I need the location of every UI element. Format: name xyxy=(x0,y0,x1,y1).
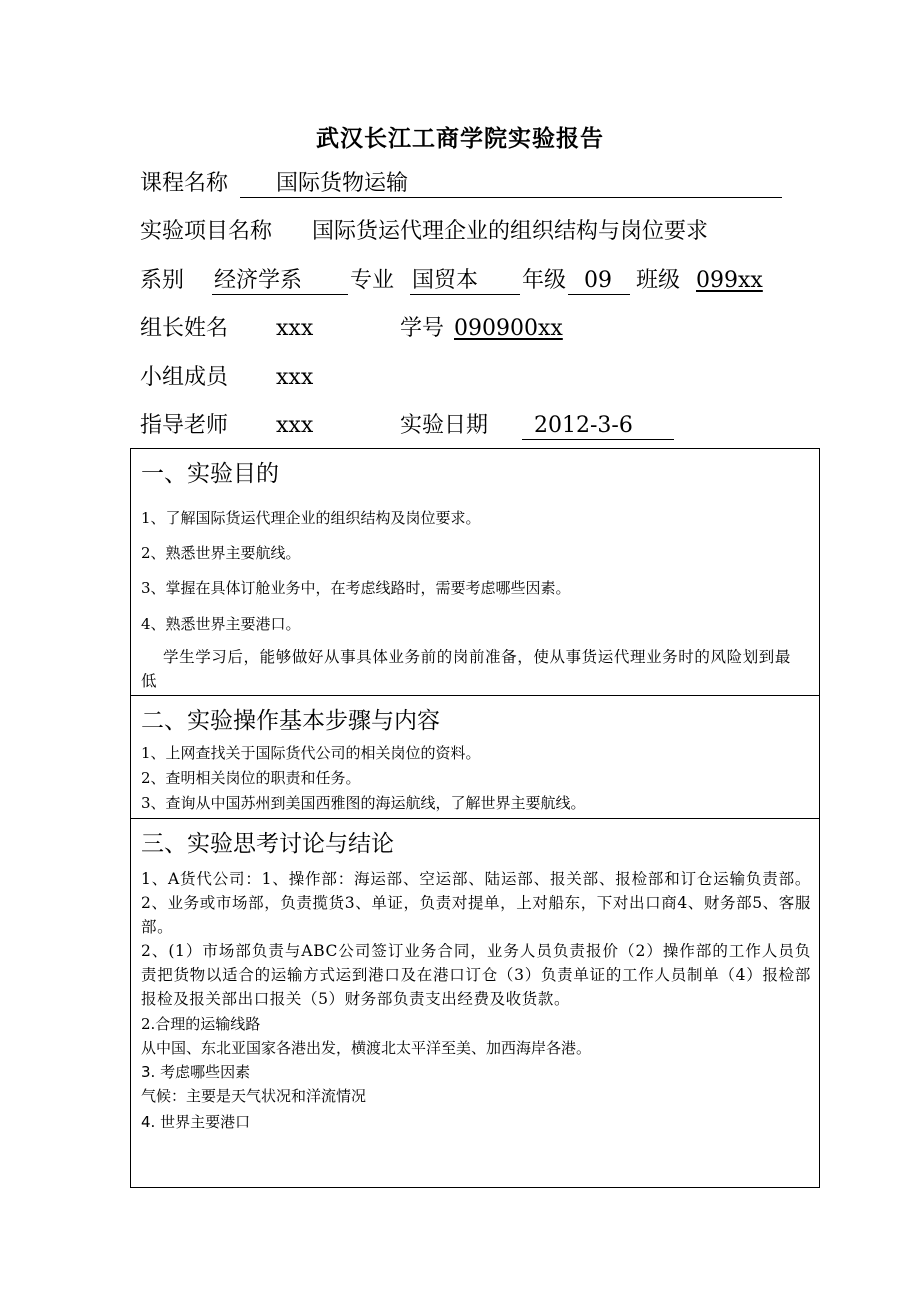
leader-value: xxx xyxy=(276,316,314,341)
id-label: 学号 xyxy=(400,316,445,341)
section3-line-2: 从中国、东北亚国家各港出发，横渡北太平洋至美、加西海岸各港。 xyxy=(141,1039,592,1057)
dept-label: 系别 xyxy=(140,268,185,293)
leader-line xyxy=(140,313,800,345)
project-value: 国际货运代理企业的组织结构与岗位要求 xyxy=(312,219,709,244)
section3-line-5: 4. 世界主要港口 xyxy=(141,1113,251,1131)
section3-line-1: 2.合理的运输线路 xyxy=(141,1015,261,1033)
section3-line-4: 气候：主要是天气状况和洋流情况 xyxy=(141,1087,367,1105)
report-title: 武汉长江工商学院实验报告 xyxy=(316,125,604,152)
section2-item-1: 1、上网查找关于国际货代公司的相关岗位的资料。 xyxy=(141,744,481,762)
teacher-line xyxy=(140,410,800,442)
course-line xyxy=(140,168,800,200)
members-value: xxx xyxy=(276,365,314,390)
major-value: 国贸本 xyxy=(412,268,479,293)
section1-item-2: 2、熟悉世界主要航线。 xyxy=(141,544,301,562)
section3-para-1: 1、A货代公司：1、操作部：海运部、空运部、陆运部、报关部、报检部和订仓运输负责部。2、业务或市场部，负责揽货3、单证，负责对提单，上对船东，下对出口商4、财务部5、客服部。 xyxy=(141,870,811,936)
section1-heading: 一、实验目的 xyxy=(141,461,279,487)
major-underline xyxy=(410,294,520,295)
course-underline xyxy=(240,197,782,198)
section2-heading: 二、实验操作基本步骤与内容 xyxy=(141,708,440,734)
section1-note: 学生学习后，能够做好从事具体业务前的岗前准备，使从事货运代理业务时的风险划到最低 xyxy=(141,648,791,690)
section-discussion xyxy=(130,818,820,1188)
grade-underline xyxy=(568,294,630,295)
course-value: 国际货物运输 xyxy=(276,171,409,196)
date-label: 实验日期 xyxy=(400,413,489,438)
course-label: 课程名称 xyxy=(140,171,229,196)
class-label: 班级 xyxy=(636,268,681,293)
id-value: 090900xx xyxy=(454,316,563,341)
section3-heading: 三、实验思考讨论与结论 xyxy=(141,831,394,857)
section-objectives xyxy=(130,448,820,696)
section1-item-4: 4、熟悉世界主要港口。 xyxy=(141,615,301,633)
members-line xyxy=(140,362,800,394)
teacher-label: 指导老师 xyxy=(140,413,229,438)
leader-label: 组长姓名 xyxy=(140,316,229,341)
grade-label: 年级 xyxy=(522,268,567,293)
dept-line xyxy=(140,265,800,297)
members-label: 小组成员 xyxy=(140,365,229,390)
teacher-value: xxx xyxy=(276,413,314,438)
section2-item-2: 2、查明相关岗位的职责和任务。 xyxy=(141,769,361,787)
major-label: 专业 xyxy=(350,268,395,293)
section2-item-3: 3、查询从中国苏州到美国西雅图的海运航线，了解世界主要航线。 xyxy=(141,794,586,812)
dept-underline xyxy=(212,294,348,295)
date-value: 2012-3-6 xyxy=(534,413,633,438)
project-line xyxy=(140,216,800,248)
date-underline xyxy=(522,439,674,440)
project-label: 实验项目名称 xyxy=(140,219,273,244)
class-value: 099xx xyxy=(696,268,763,293)
section1-item-3: 3、掌握在具体订舱业务中，在考虑线路时，需要考虑哪些因素。 xyxy=(141,579,571,597)
grade-value: 09 xyxy=(584,268,612,293)
section1-item-1: 1、了解国际货运代理企业的组织结构及岗位要求。 xyxy=(141,509,481,527)
dept-value: 经济学系 xyxy=(214,268,303,293)
section3-line-3: 3. 考虑哪些因素 xyxy=(141,1063,251,1081)
section3-para-2: 2、(1）市场部负责与ABC公司签订业务合同，业务人员负责报价（2）操作部的工作人员负责把货物以适合的运输方式运到港口及在港口订仓（3）负责单证的工作人员制单（4）报检部报检及报关部出口报关（5）财务部负责支出经费及收货款。 xyxy=(141,942,811,1008)
section-steps xyxy=(130,695,820,819)
